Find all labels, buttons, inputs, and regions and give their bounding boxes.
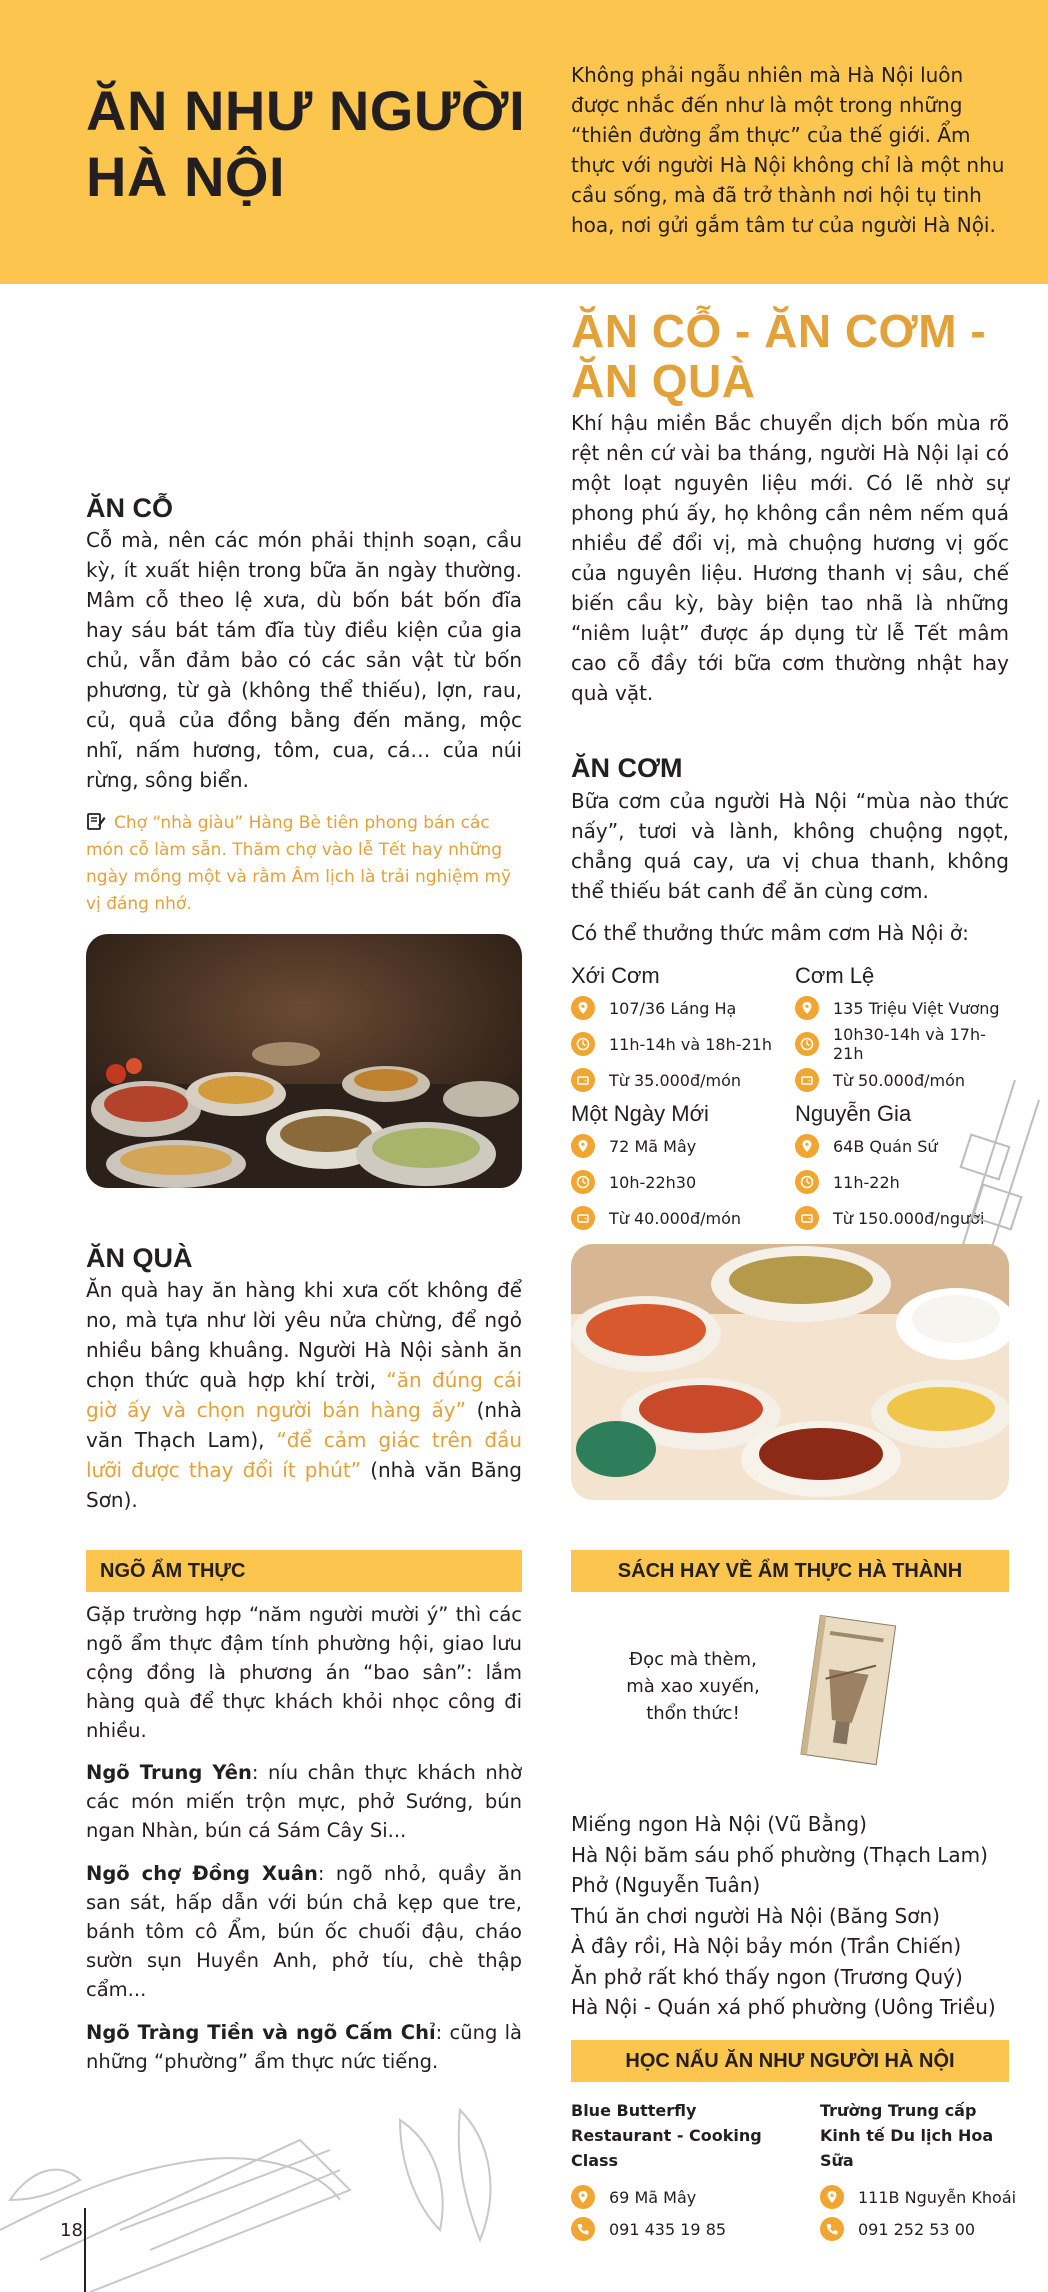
an-co-body: Cỗ mà, nên các món phải thịnh soạn, cầu kỳ, ít xuất hiện trong bữa ăn ngày thường. Mâm cỗ theo lệ xưa, dù bốn bát bốn đĩa hay sáu bát tám đĩa tùy điều kiện của gia chủ, vẫn đảm bảo có các sản vật từ bốn phương, từ gà (không thể thiếu), lợn, rau, củ, quả của đồng bằng đến măng, mộc nhĩ, nấm hương, tôm, cua, cá… của núi rừng, sông biển. <box>86 528 522 792</box>
restaurant-name: Xới Cơm <box>571 963 660 988</box>
ngo-item-name: Ngõ Trung Yên <box>86 1761 252 1784</box>
restaurant-price: Từ 40.000đ/món <box>571 1200 781 1236</box>
book-item: Ăn phở rất khó thấy ngon (Trương Quý) <box>571 1964 963 1989</box>
page-title: ĂN NHƯ NGƯỜI HÀ NỘI <box>86 79 526 208</box>
an-co-heading: ĂN CỖ <box>86 493 173 523</box>
an-co-tip <box>86 810 522 918</box>
location-pin-icon <box>820 2185 844 2209</box>
an-qua-text-1: Ăn quà hay ăn hàng khi xưa cốt không để no, mà tựa như lời yêu nửa chừng, để ngỏ nhiều bâng khuâng. Người Hà Nội sành ăn chọn thức quà hợp khí trời, <box>86 1278 522 1392</box>
book-item: Hà Nội băm sáu phố phường (Thạch Lam) <box>571 1842 988 1867</box>
books-callout-line: mà xao xuyến, <box>626 1676 760 1697</box>
phone-icon <box>820 2217 844 2241</box>
location-pin-icon <box>795 1134 819 1158</box>
books-list <box>571 1809 996 2023</box>
cooking-class-address: 69 Mã Mây <box>571 2181 801 2213</box>
book-item: Hà Nội - Quán xá phố phường (Uông Triều) <box>571 1995 996 2019</box>
section-intro: Khí hậu miền Bắc chuyển dịch bốn mùa rõ rệt nên cứ vài ba tháng, người Hà Nội lại có một loạt nguyên liệu mới. Có lẽ nhờ sự phong phú ấy, họ không cần nêm nếm quá nhiều để đổi vị, mà chuộng hương vị gốc của nguyên liệu. Hương thanh vị sâu, chế biến cầu kỳ, bày biện tao nhã là những “niêm luật” được áp dụng từ lễ Tết mâm cao cỗ đầy tới bữa cơm thường nhật hay quà vặt. <box>571 411 1009 705</box>
cooking-class-phone: 091 252 53 00 <box>820 2213 1020 2245</box>
ngo-item-name: Ngõ Tràng Tiền và ngõ Cấm Chỉ <box>86 2021 436 2044</box>
ngo-item <box>86 1758 522 1845</box>
section-heading-line1: ĂN CỖ - ĂN CƠM - <box>571 305 987 357</box>
cooking-class-name: Restaurant - Cooking Class <box>571 2126 762 2170</box>
an-co-tip-text: Chợ “nhà giàu” Hàng Bè tiên phong bán các món cỗ làm sẵn. Thăm chợ vào lễ Tết hay những ngày mồng một và rằm Âm lịch là trải nghiệm mỹ vị đáng nhớ. <box>86 813 512 914</box>
restaurant-name: Cơm Lệ <box>795 963 875 988</box>
note-icon <box>86 811 106 831</box>
intro-paragraph: Không phải ngẫu nhiên mà Hà Nội luôn được nhắc đến như là một trong những “thiên đường ẩm thực” của thế giới. Ẩm thực với người Hà Nội không chỉ là một nhu cầu sống, mà đã trở thành nơi hội tụ tinh hoa, nơi gửi gắm tâm tư của người Hà Nội. <box>571 63 1005 237</box>
clock-icon <box>795 1032 819 1056</box>
restaurant-hours: 11h-22h <box>795 1164 1015 1200</box>
page-number: 18 <box>60 2220 83 2241</box>
an-qua-text-2: (nhà văn Thạch Lam), <box>86 1398 522 1452</box>
location-pin-icon <box>571 2185 595 2209</box>
page-rule <box>84 2208 86 2292</box>
book-item: Thú ăn chơi người Hà Nội (Băng Sơn) <box>571 1903 940 1928</box>
location-pin-icon <box>571 1134 595 1158</box>
restaurant-price: Từ 50.000đ/món <box>795 1062 1015 1098</box>
an-com-body: Bữa cơm của người Hà Nội “mùa nào thức nấy”, tươi và lành, không chuộng ngọt, chẳng quá cay, ưa vị chua thanh, không thể thiếu bát canh để ăn cùng cơm. <box>571 789 1009 903</box>
restaurant-card <box>571 962 781 1098</box>
rice-meal-photo <box>571 1244 1009 1500</box>
ngo-item-desc: : ngõ nhỏ, quầy ăn san sát, hấp dẫn với bún chả kẹp que tre, bánh tôm cô Ẩm, bún ốc chuối đậu, cháo sườn sụn Huyền Anh, phở tíu, chè thập cẩm... <box>86 1862 522 2001</box>
ngo-item <box>86 2018 522 2076</box>
restaurant-price: Từ 150.000đ/người <box>795 1200 1015 1236</box>
cooking-class-phone: 091 435 19 85 <box>571 2213 801 2245</box>
clock-icon <box>571 1170 595 1194</box>
restaurant-name: Nguyễn Gia <box>795 1101 912 1126</box>
cooking-class-address: 111B Nguyễn Khoái <box>820 2181 1020 2213</box>
cooking-class-card <box>820 2098 1020 2245</box>
restaurant-hours: 10h30-14h và 17h-21h <box>795 1026 1015 1062</box>
section-heading <box>571 306 1021 406</box>
an-qua-text-3: (nhà văn Băng Sơn). <box>86 1458 522 1512</box>
ngo-item <box>86 1859 522 2004</box>
clock-icon <box>571 1032 595 1056</box>
restaurant-hours: 11h-14h và 18h-21h <box>571 1026 781 1062</box>
books-bar: SÁCH HAY VỀ ẨM THỰC HÀ THÀNH <box>571 1550 1009 1592</box>
wallet-icon <box>571 1068 595 1092</box>
book-cover <box>796 1612 900 1772</box>
ngo-am-thuc-bar: NGÕ ẨM THỰC <box>86 1550 522 1592</box>
ngo-list <box>86 1758 522 2076</box>
cooking-class-name: Kinh tế Du lịch Hoa Sữa <box>820 2126 994 2170</box>
cooking-class-name: Blue Butterfly <box>571 2101 697 2120</box>
book-item: Phở (Nguyễn Tuân) <box>571 1873 761 1897</box>
ngo-item-desc: : níu chân thực khách nhờ các món miến trộn mực, phở Sướng, bún ngan Nhàn, bún cá Sám Cây Si... <box>86 1761 522 1842</box>
location-pin-icon <box>795 996 819 1020</box>
restaurant-hours: 10h-22h30 <box>571 1164 781 1200</box>
books-callout <box>618 1646 768 1727</box>
cooking-class-name: Trường Trung cấp <box>820 2101 977 2120</box>
books-callout-line: Đọc mà thèm, <box>629 1649 757 1670</box>
book-item: À đây rồi, Hà Nội bảy món (Trần Chiến) <box>571 1934 962 1958</box>
book-item: Miếng ngon Hà Nội (Vũ Bằng) <box>571 1812 867 1836</box>
clock-icon <box>795 1170 819 1194</box>
ngo-item-desc: : cũng là những “phường” ẩm thực nức tiếng. <box>86 2021 522 2073</box>
wallet-icon <box>795 1206 819 1230</box>
restaurant-card <box>571 1100 781 1236</box>
food-sketch <box>0 2080 520 2292</box>
section-heading-line2: ĂN QUÀ <box>571 355 756 407</box>
location-pin-icon <box>571 996 595 1020</box>
restaurant-name: Một Ngày Mới <box>571 1101 709 1126</box>
books-callout-line: thổn thức! <box>646 1703 740 1724</box>
phone-icon <box>571 2217 595 2241</box>
restaurant-address: 64B Quán Sứ <box>795 1128 1015 1164</box>
an-qua-quote-1: “ăn đúng cái giờ ấy và chọn người bán hàng ấy” <box>86 1368 522 1422</box>
an-com-heading: ĂN CƠM <box>571 753 683 783</box>
wallet-icon <box>795 1068 819 1092</box>
cooking-bar: HỌC NẤU ĂN NHƯ NGƯỜI HÀ NỘI <box>571 2040 1009 2082</box>
an-qua-heading: ĂN QUÀ <box>86 1243 193 1273</box>
restaurant-address: 72 Mã Mây <box>571 1128 781 1164</box>
restaurant-address: 107/36 Láng Hạ <box>571 990 781 1026</box>
ngo-item-name: Ngõ chợ Đồng Xuân <box>86 1862 318 1885</box>
restaurant-address: 135 Triệu Việt Vương <box>795 990 1015 1026</box>
feast-photo <box>86 934 522 1188</box>
an-qua-quote-2: “để cảm giác trên đầu lưỡi được thay đổi ít phút” <box>86 1428 523 1482</box>
cooking-class-card <box>571 2098 801 2245</box>
wallet-icon <box>571 1206 595 1230</box>
restaurant-price: Từ 35.000đ/món <box>571 1062 781 1098</box>
ngo-am-thuc-intro: Gặp trường hợp “năm người mười ý” thì các ngõ ẩm thực đậm tính phường hội, giao lưu cộng đồng là phương án “bao sân”: lắm hàng quà để thực khách khỏi nhọc công đi nhiều. <box>86 1603 522 1742</box>
an-qua-body <box>86 1275 522 1515</box>
an-com-lead: Có thể thưởng thức mâm cơm Hà Nội ở: <box>571 921 969 945</box>
